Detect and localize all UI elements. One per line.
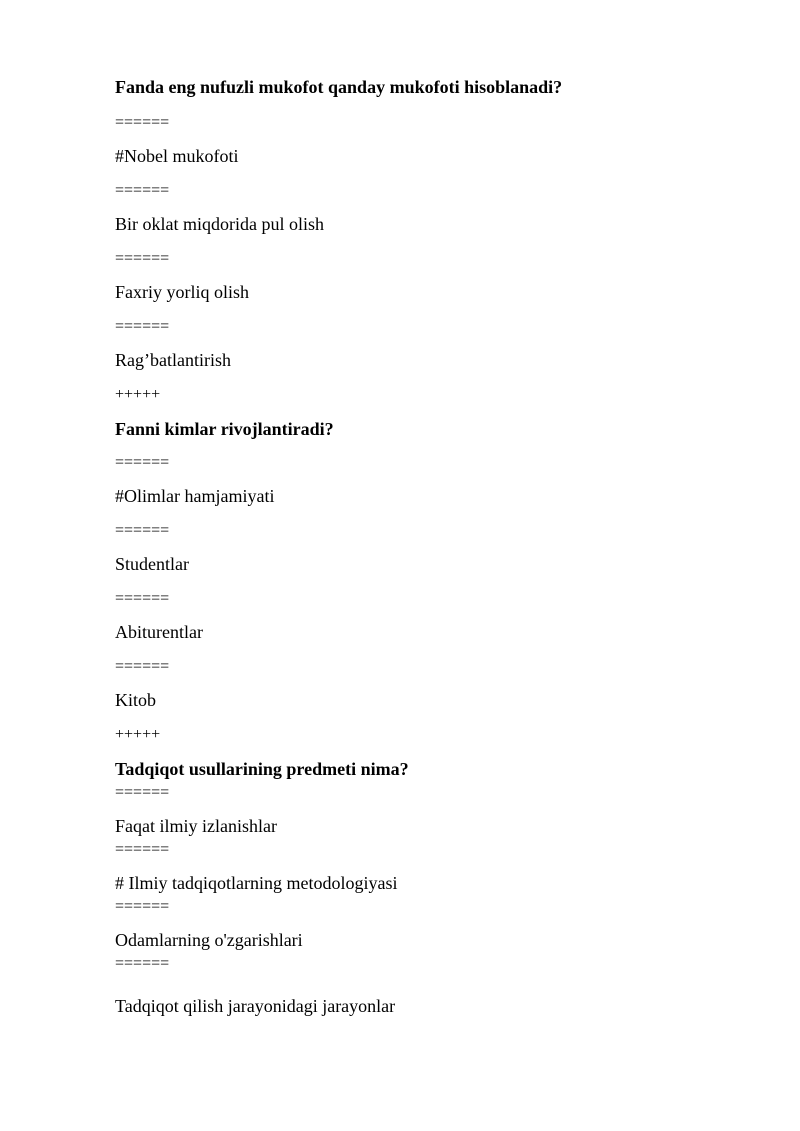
question-3-option-3: Odamlarning o'zgarishlari <box>115 930 303 950</box>
question-3-option-4: Tadqiqot qilish jarayonidagi jarayonlar <box>115 996 396 1016</box>
question-1-option-4: Rag’batlantirish <box>115 350 231 370</box>
option-separator: ====== <box>115 658 170 675</box>
option-separator: ====== <box>115 454 170 471</box>
question-end-separator: +++++ <box>115 726 161 743</box>
question-1-option-1: #Nobel mukofoti <box>115 146 239 166</box>
option-separator: ====== <box>115 250 170 267</box>
option-separator: ====== <box>115 182 170 199</box>
question-1-option-2: Bir oklat miqdorida pul olish <box>115 214 324 234</box>
question-2-option-1: #Olimlar hamjamiyati <box>115 486 275 506</box>
question-3-option-2: # Ilmiy tadqiqotlarning metodologiyasi <box>115 873 398 893</box>
question-3: Tadqiqot usullarining predmeti nima? <box>115 759 409 779</box>
option-separator: ====== <box>115 590 170 607</box>
question-1-option-3: Faxriy yorliq olish <box>115 282 249 302</box>
question-1: Fanda eng nufuzli mukofot qanday mukofoti hisoblanadi? <box>115 77 563 97</box>
question-2: Fanni kimlar rivojlantiradi? <box>115 419 334 439</box>
option-separator: ====== <box>115 114 170 131</box>
question-2-option-2: Studentlar <box>115 554 189 574</box>
question-2-option-3: Abiturentlar <box>115 622 203 642</box>
option-separator: ====== <box>115 784 170 801</box>
option-separator: ====== <box>115 841 170 858</box>
option-separator: ====== <box>115 318 170 335</box>
question-2-option-4: Kitob <box>115 690 157 710</box>
option-separator: ====== <box>115 955 170 972</box>
option-separator: ====== <box>115 898 170 915</box>
question-end-separator: +++++ <box>115 386 161 403</box>
question-3-option-1: Faqat ilmiy izlanishlar <box>115 816 277 836</box>
option-separator: ====== <box>115 522 170 539</box>
